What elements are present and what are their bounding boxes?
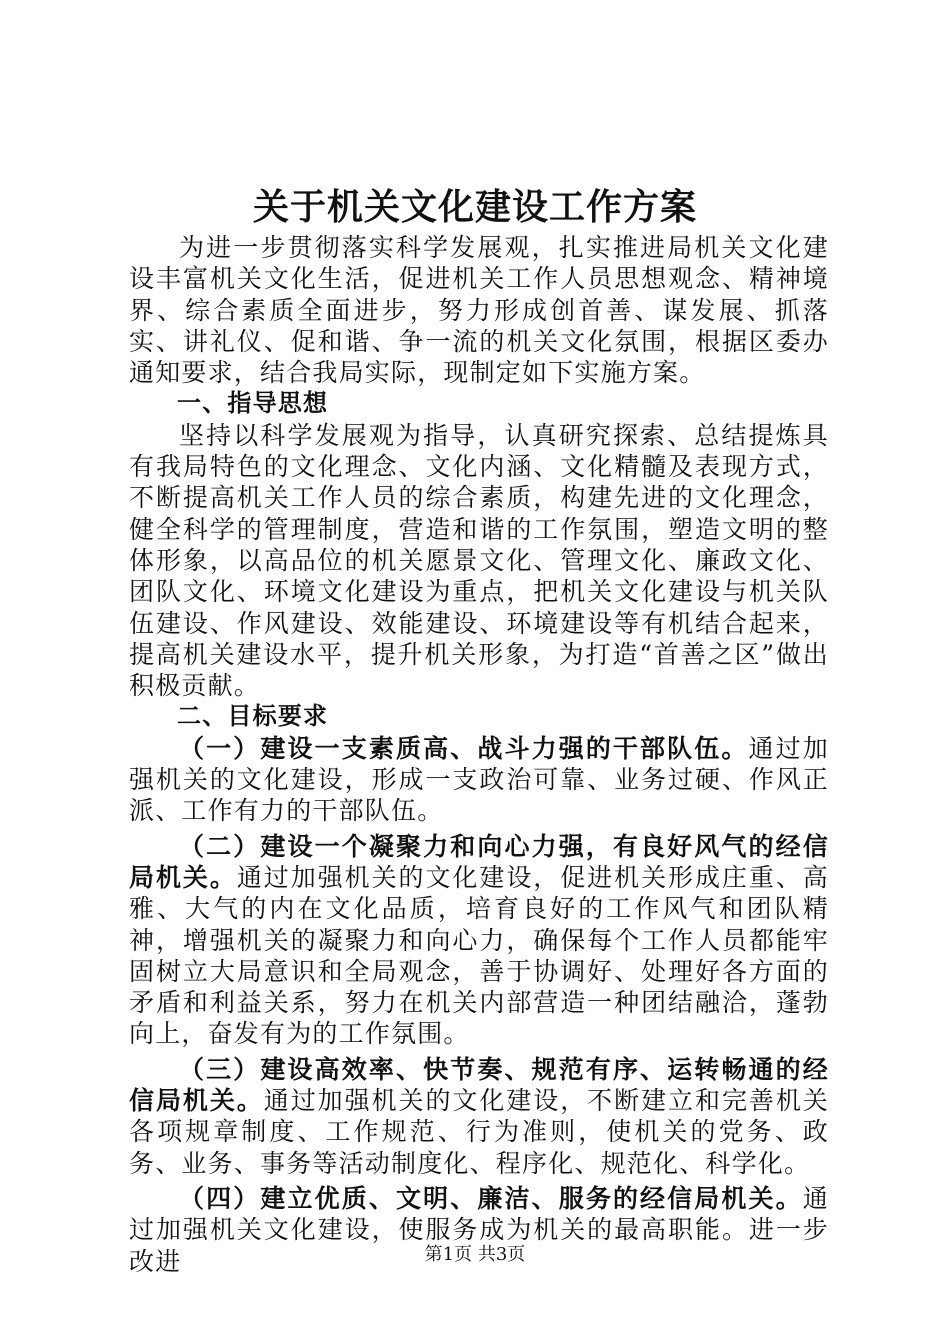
- goal-item-1: [129, 733, 829, 827]
- goal-lead: （四）建立优质、文明、廉洁、服务的经信局机关。: [179, 1183, 803, 1213]
- goal-body: 通过加强机关的文化建设，不断建立和完善机关各项规章制度、工作规范、行为准则，使机关的党务、政务、业务、事务等活动制度化、程序化、规范化、科学化。: [129, 1086, 829, 1178]
- goal-lead: （一）建设一支素质高、战斗力强的干部队伍。: [179, 733, 749, 763]
- section-heading-goals: 二、目标要求: [177, 702, 329, 731]
- goal-body: 通过加强机关的文化建设，促进机关形成庄重、高雅、大气的内在文化品质，培育良好的工作风气和团队精神，增强机关的凝聚力和向心力，确保每个工作人员都能牢固树立大局意识和全局观念，善于协调好、处理好各方面的矛盾和利益关系，努力在机关内部营造一种团结融洽，蓬勃向上，奋发有为的工作氛围。: [129, 862, 829, 1049]
- goal-body: 通过加强机关的文化建设，形成一支政治可靠、业务过硬、作风正派、工作有力的干部队伍。: [129, 733, 829, 826]
- page-footer: 第1页 共3页: [424, 1244, 526, 1265]
- goal-body: 通过加强机关文化建设，使服务成为机关的最高职能。进一步改进: [129, 1183, 829, 1276]
- guiding-ideology-paragraph: 坚持以科学发展观为指导，认真研究探索、总结提炼具有我局特色的文化理念、文化内涵、文化精髓及表现方式，不断提高机关工作人员的综合素质，构建先进的文化理念，健全科学的管理制度，营造和谐的工作氛围，塑造文明的整体形象，以高品位的机关愿景文化、管理文化、廉政文化、团队文化、环境文化建设为重点，把机关文化建设与机关队伍建设、作风建设、效能建设、环境建设等有机结合起来，提高机关建设水平，提升机关形象，为打造“首善之区”做出积极贡献。: [129, 420, 829, 701]
- document-body: [129, 232, 829, 1277]
- goal-item-3: [129, 1054, 829, 1179]
- goal-lead: （三）建设高效率、快节奏、规范有序、运转畅通的经信局机关。: [129, 1054, 829, 1116]
- document-title: 关于机关文化建设工作方案: [252, 187, 697, 228]
- goal-item-2: [129, 831, 829, 1050]
- section-heading-guiding-ideology: 一、指导思想: [177, 389, 329, 418]
- intro-paragraph: 为进一步贯彻落实科学发展观，扎实推进局机关文化建设丰富机关文化生活，促进机关工作人员思想观念、精神境界、综合素质全面进步，努力形成创首善、谋发展、抓落实、讲礼仪、促和谐、争一流的机关文化氛围，根据区委办通知要求，结合我局实际，现制定如下实施方案。: [129, 233, 829, 388]
- goal-lead: （二）建设一个凝聚力和向心力强，有良好风气的经信局机关。: [129, 831, 829, 892]
